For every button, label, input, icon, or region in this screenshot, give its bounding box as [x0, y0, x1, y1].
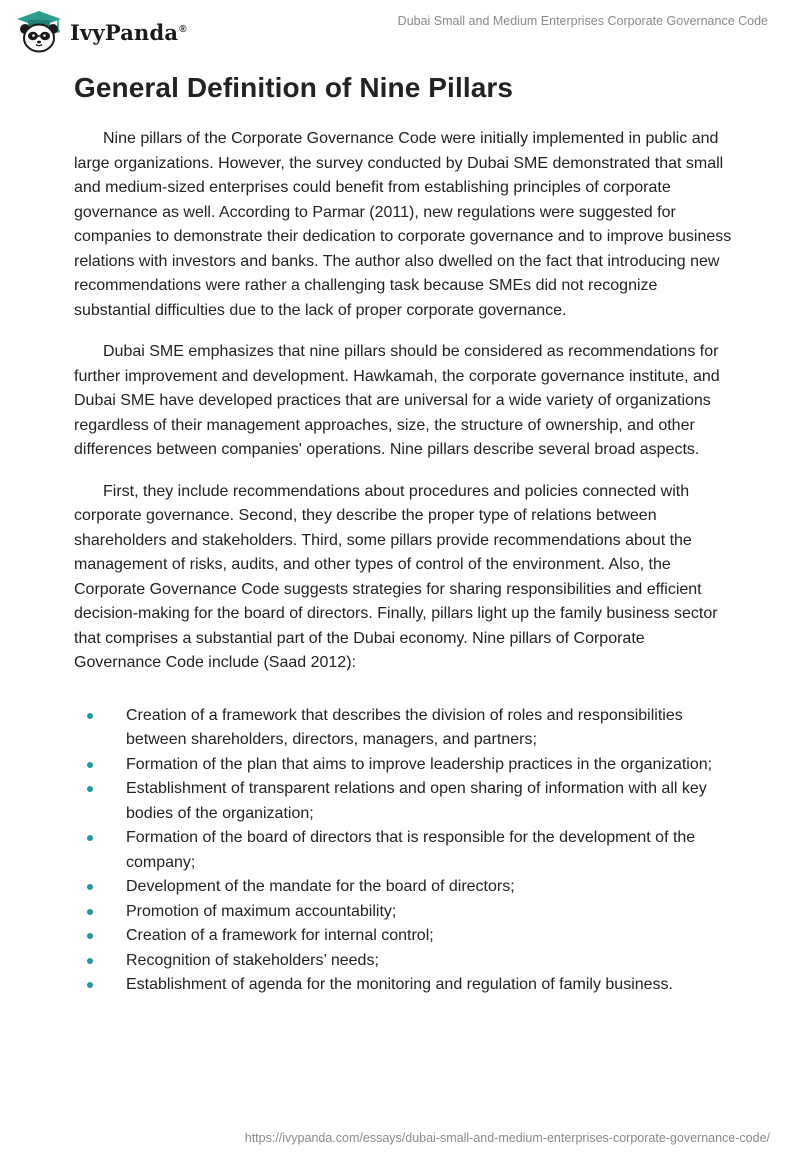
list-item: Establishment of transparent relations and open sharing of information with all key bodies of the organization; — [74, 777, 734, 826]
list-item: Recognition of stakeholders’ needs; — [74, 949, 734, 974]
logo-wordmark: IvyPanda® — [70, 19, 187, 45]
bullet-dot-icon — [87, 909, 93, 915]
bullet-dot-icon — [87, 835, 93, 841]
list-item: Formation of the plan that aims to improve leadership practices in the organization; — [74, 753, 734, 778]
section-heading: General Definition of Nine Pillars — [74, 72, 514, 103]
page-header — [0, 0, 800, 60]
list-item: Development of the mandate for the board of directors; — [74, 875, 734, 900]
list-item: Creation of a framework that describes the division of roles and responsibilities between shareholders, directors, managers, and partners; — [74, 704, 734, 753]
bullet-dot-icon — [87, 982, 93, 988]
paragraph: Dubai SME emphasizes that nine pillars should be considered as recommendations for further improvement and development. Hawkamah, the corporate governance institute, and Dubai SME have developed practices that are universal for a wide variety of organizations regardless of their management approaches, size, the structure of ownership, and other differences between companies' operations. Nine pillars describe several broad aspects. — [74, 343, 720, 458]
document-title: Dubai Small and Medium Enterprises Corporate Governance Code — [397, 14, 768, 28]
bullet-dot-icon — [87, 762, 93, 768]
paragraph: Nine pillars of the Corporate Governance Code were initially implemented in public and large organizations. However, the survey conducted by Dubai SME demonstrated that small and medium-sized enterprises could benefit from establishing principles of corporate governance as well. According to Parmar (2011), new regulations were suggested for companies to demonstrate their dedication to corporate governance and to improve business relations with investors and banks. The author also dwelled on the fact that introducing new recommendations were rather a challenging task because SMEs did not recognize substantial difficulties due to the lack of proper corporate governance. — [74, 130, 732, 319]
list-item: Establishment of agenda for the monitoring and regulation of family business. — [74, 973, 734, 998]
list-item: Formation of the board of directors that is responsible for the development of the company; — [74, 826, 734, 875]
list-item: Creation of a framework for internal control; — [74, 924, 734, 949]
bullet-dot-icon — [87, 958, 93, 964]
ivypanda-logo[interactable] — [14, 8, 187, 56]
bullet-dot-icon — [87, 933, 93, 939]
bullet-dot-icon — [87, 884, 93, 890]
bullet-dot-icon — [87, 786, 93, 792]
bullet-dot-icon — [87, 713, 93, 719]
essay-content — [74, 72, 734, 998]
list-item: Promotion of maximum accountability; — [74, 900, 734, 925]
panda-graduate-icon — [14, 9, 64, 55]
pillars-list — [74, 704, 734, 998]
source-url-link[interactable]: https://ivypanda.com/essays/dubai-small-and-medium-enterprises-corporate-governance-code/ — [244, 1131, 770, 1145]
paragraph: First, they include recommendations about procedures and policies connected with corporate governance. Second, they describe the proper type of relations between shareholders and stakeholders. Third, some pillars provide recommendations about the management of risks, audits, and other types of control of the environment. Also, the Corporate Governance Code suggests strategies for sharing responsibilities and efficient decision-making for the board of directors. Finally, pillars light up the family business sector that comprises a substantial part of the Dubai economy. Nine pillars of Corporate Governance Code include (Saad 2012): — [74, 482, 718, 671]
